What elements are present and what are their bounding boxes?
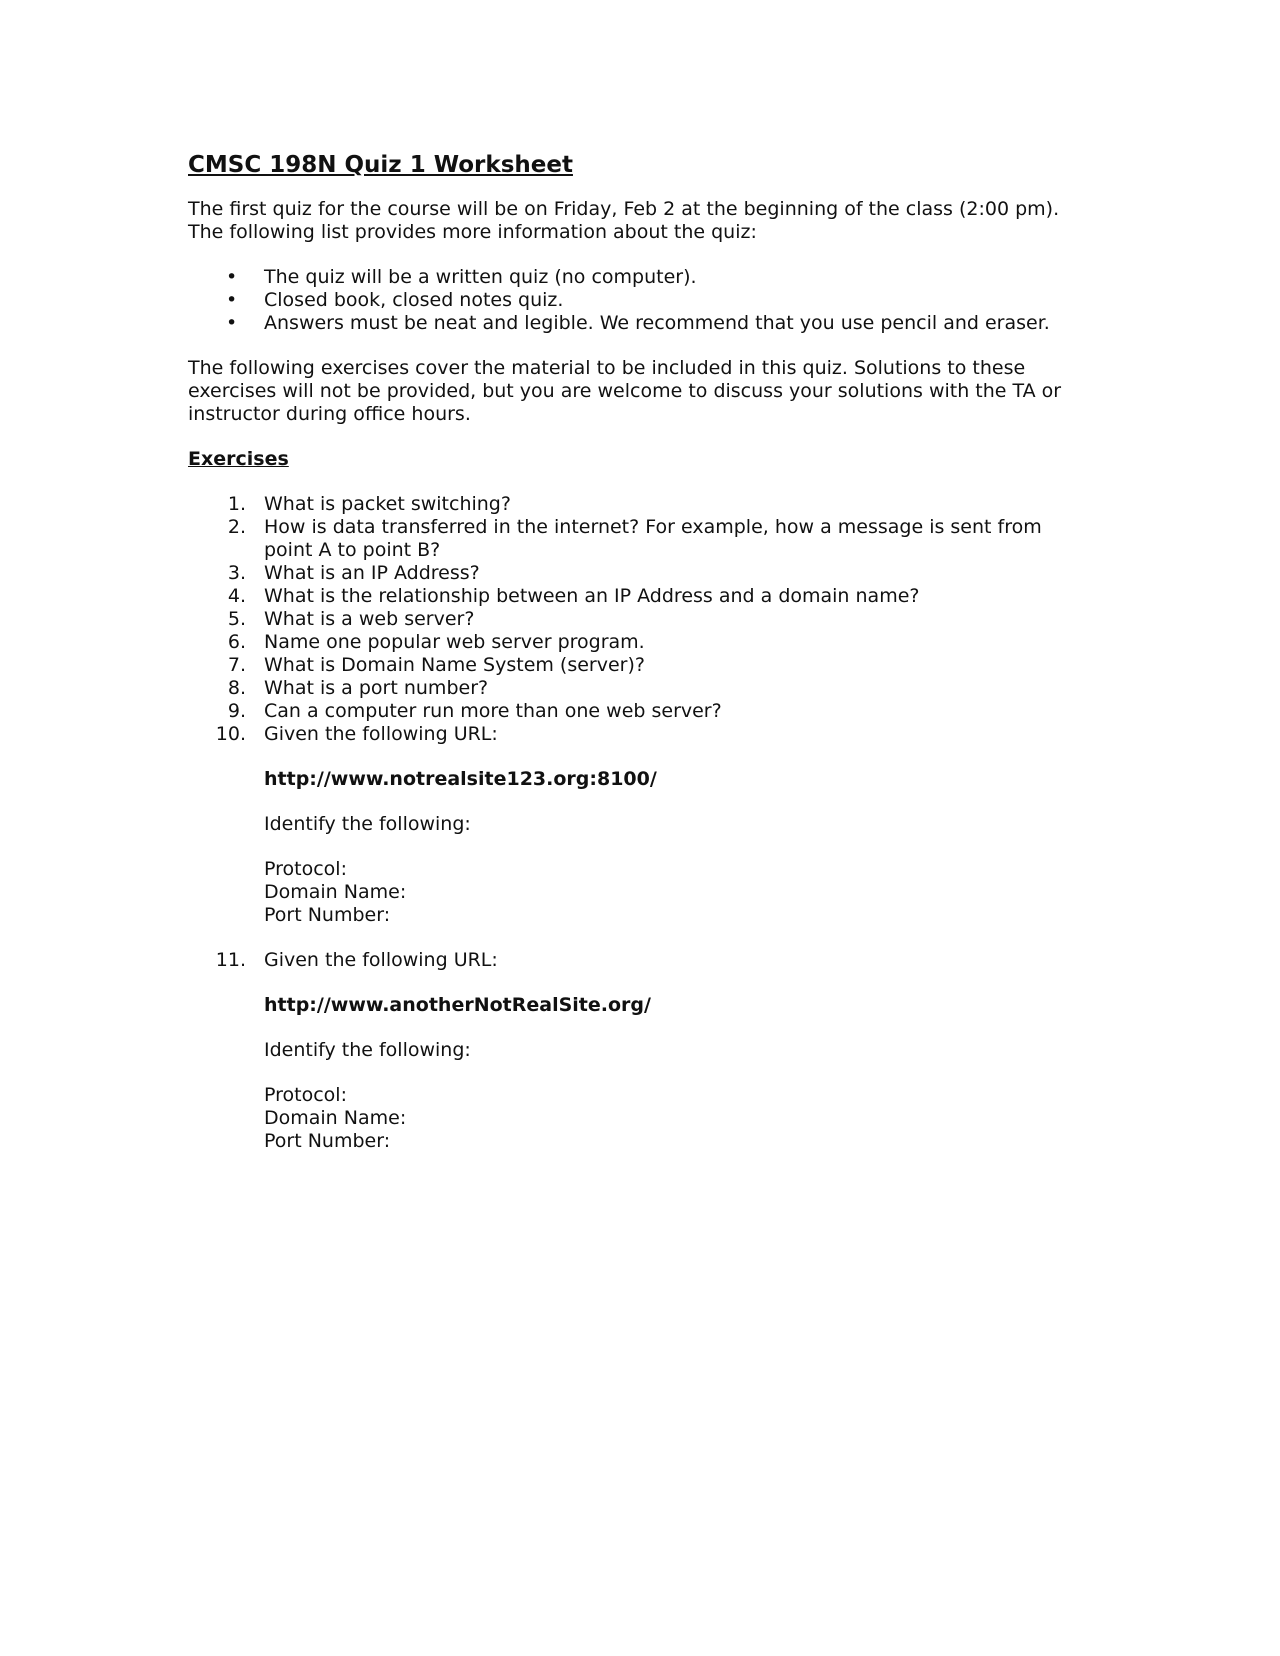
- exercise-text: What is packet switching?: [264, 493, 511, 515]
- domain-name-field-label: Domain Name:: [264, 881, 407, 903]
- list-item-text: Answers must be neat and legible. We recommend that you use pencil and eraser.: [264, 312, 1050, 334]
- exercise-text: point A to point B?: [264, 539, 441, 561]
- exercise-text: Can a computer run more than one web server?: [264, 700, 722, 722]
- intro-paragraph: [188, 198, 1088, 244]
- exercise-list: [188, 493, 1088, 1153]
- exercise-text: What is an IP Address?: [264, 562, 480, 584]
- exercises-intro-paragraph: [188, 357, 1088, 426]
- example-url: http://www.notrealsite123.org:8100/: [264, 768, 657, 790]
- exercise-number: 2.: [227, 516, 246, 538]
- list-item: [188, 289, 1088, 312]
- exercise-item: [188, 608, 1088, 631]
- intro-line: The following list provides more information about the quiz:: [188, 221, 757, 243]
- exercise-number: 9.: [227, 700, 246, 722]
- port-number-field-label: Port Number:: [264, 1130, 391, 1152]
- bullet-icon: •: [226, 312, 238, 334]
- exercise-number: 5.: [227, 608, 246, 630]
- spacer: [264, 927, 1088, 949]
- exercises-heading: Exercises: [188, 448, 289, 470]
- exercise-number: 10.: [215, 723, 246, 745]
- exercise-number: 4.: [227, 585, 246, 607]
- exercise-item: [188, 677, 1088, 700]
- exercise-item: [188, 654, 1088, 677]
- list-item: [188, 266, 1088, 289]
- exercise-item: [188, 700, 1088, 723]
- exercise-item: [188, 631, 1088, 654]
- exercise-text: What is the relationship between an IP Address and a domain name?: [264, 585, 920, 607]
- exercise-number: 1.: [227, 493, 246, 515]
- exercise-text: What is Domain Name System (server)?: [264, 654, 645, 676]
- exercise-item: [188, 585, 1088, 608]
- exercise-item-url: [188, 949, 1088, 1153]
- exercises-intro-line: exercises will not be provided, but you are welcome to discuss your solutions with the TA or: [188, 380, 1062, 402]
- page-title: CMSC 198N Quiz 1 Worksheet: [188, 152, 573, 178]
- bullet-icon: •: [226, 289, 238, 311]
- port-number-field-label: Port Number:: [264, 904, 391, 926]
- protocol-field-label: Protocol:: [264, 1084, 347, 1106]
- exercise-item: [188, 562, 1088, 585]
- identify-prompt: Identify the following:: [264, 1039, 471, 1061]
- example-url: http://www.anotherNotRealSite.org/: [264, 994, 651, 1016]
- domain-name-field-label: Domain Name:: [264, 1107, 407, 1129]
- exercise-text: Name one popular web server program.: [264, 631, 645, 653]
- exercise-text: What is a web server?: [264, 608, 475, 630]
- bullet-icon: •: [226, 266, 238, 288]
- exercise-item: [188, 516, 1088, 562]
- exercise-number: 8.: [227, 677, 246, 699]
- identify-prompt: Identify the following:: [264, 813, 471, 835]
- list-item-text: The quiz will be a written quiz (no computer).: [264, 266, 697, 288]
- exercise-text: What is a port number?: [264, 677, 489, 699]
- worksheet-page: [188, 150, 1088, 1153]
- exercise-item-url: [188, 723, 1088, 949]
- exercise-number: 6.: [227, 631, 246, 653]
- exercise-text: Given the following URL:: [264, 723, 498, 745]
- exercise-text: How is data transferred in the internet? For example, how a message is sent from: [264, 516, 1042, 538]
- list-item-text: Closed book, closed notes quiz.: [264, 289, 564, 311]
- protocol-field-label: Protocol:: [264, 858, 347, 880]
- intro-line: The first quiz for the course will be on Friday, Feb 2 at the beginning of the class (2:00 pm).: [188, 198, 1060, 220]
- exercise-number: 11.: [215, 949, 246, 971]
- exercise-item: [188, 493, 1088, 516]
- quiz-info-list: [188, 266, 1088, 335]
- exercises-intro-line: instructor during office hours.: [188, 403, 471, 425]
- exercise-number: 7.: [227, 654, 246, 676]
- exercise-text: Given the following URL:: [264, 949, 498, 971]
- exercises-intro-line: The following exercises cover the material to be included in this quiz. Solutions to these: [188, 357, 1026, 379]
- exercise-number: 3.: [227, 562, 246, 584]
- list-item: [188, 312, 1088, 335]
